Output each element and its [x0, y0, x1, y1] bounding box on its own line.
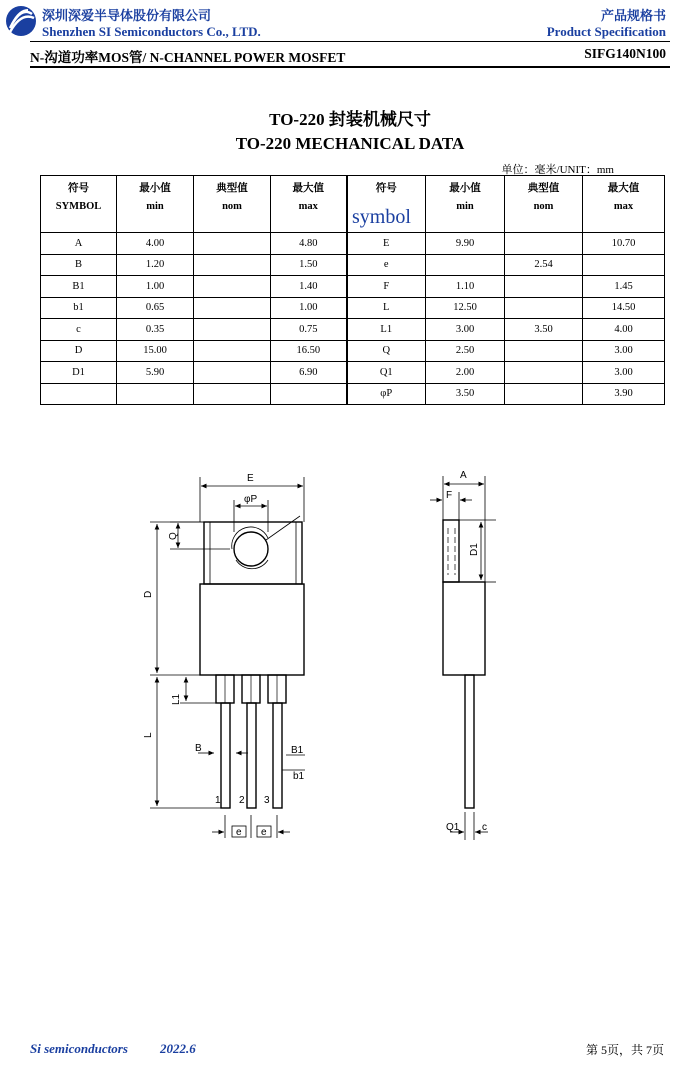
header-en: nom — [222, 201, 242, 212]
company-name-en: Shenzhen SI Semiconductors Co., LTD. — [42, 24, 261, 39]
dim-label-L1: L1 — [171, 693, 182, 705]
table-cell: L — [347, 297, 426, 319]
table-cell: 3.50 — [505, 319, 583, 341]
table-cell: 2.50 — [426, 340, 505, 362]
dim-label-L: L — [143, 732, 154, 738]
dim-label-Q: Q — [168, 532, 179, 540]
table-cell: 1.20 — [117, 254, 194, 276]
dim-label-b1: b1 — [293, 771, 305, 782]
header-cn: 最小值 — [139, 183, 171, 194]
pin-label-1: 1 — [215, 795, 221, 806]
header-cn: 最大值 — [292, 183, 324, 194]
dim-label-c: c — [482, 822, 487, 833]
symbol-overlay-text: symbol — [352, 206, 411, 228]
footer-date: 2022.6 — [160, 1041, 196, 1056]
table-cell: 0.35 — [117, 319, 194, 341]
header-en: nom — [533, 201, 554, 212]
spec-title-en: Product Specification — [546, 24, 666, 39]
table-cell: 2.00 — [426, 362, 505, 384]
table-cell: 9.90 — [426, 233, 505, 255]
dim-label-e1: e — [236, 827, 242, 838]
header-en: max — [298, 201, 318, 212]
dim-label-B1: B1 — [291, 745, 304, 756]
unit-label: 单位：毫米/UNIT：mm — [501, 164, 614, 176]
header-cn: 符号 — [68, 183, 89, 194]
page-title-cn: TO-220 封装机械尺寸 — [269, 110, 431, 129]
page-title-en: TO-220 MECHANICAL DATA — [235, 134, 465, 153]
pin-label-2: 2 — [239, 795, 245, 806]
table-cell: Q1 — [347, 362, 426, 384]
table-cell: b1 — [41, 297, 117, 319]
table-cell: 2.54 — [505, 254, 583, 276]
table-cell: L1 — [347, 319, 426, 341]
table-cell: 1.00 — [271, 297, 347, 319]
table-cell: 16.50 — [271, 340, 347, 362]
header-cn: 最大值 — [607, 183, 640, 194]
table-cell: 4.00 — [583, 319, 665, 341]
table-cell: 3.00 — [426, 319, 505, 341]
table-cell: 14.50 — [583, 297, 665, 319]
dim-label-D1: D1 — [469, 543, 480, 556]
dim-label-D: D — [143, 590, 154, 598]
header-en: min — [146, 201, 164, 212]
table-cell: c — [41, 319, 117, 341]
table-cell: B1 — [41, 276, 117, 298]
table-cell: e — [347, 254, 426, 276]
table-cell: B — [41, 254, 117, 276]
table-cell: 5.90 — [117, 362, 194, 384]
footer-page-number: 第 5页，共 7页 — [585, 1043, 664, 1057]
dim-label-A: A — [460, 470, 467, 481]
dim-label-E: E — [247, 473, 254, 484]
table-cell: 4.80 — [271, 233, 347, 255]
table-cell: F — [347, 276, 426, 298]
table-cell: 3.90 — [583, 383, 665, 405]
table-cell: φP — [347, 383, 426, 405]
footer-company: Si semiconductors — [30, 1041, 128, 1056]
table-cell: 0.65 — [117, 297, 194, 319]
table-cell: 4.00 — [117, 233, 194, 255]
table-cell: 3.00 — [583, 340, 665, 362]
table-cell: D — [41, 340, 117, 362]
header-cn: 符号 — [375, 183, 397, 194]
table-cell: A — [41, 233, 117, 255]
table-cell: 3.50 — [426, 383, 505, 405]
header-cn: 典型值 — [527, 183, 560, 194]
dim-label-e2: e — [261, 827, 267, 838]
table-cell: 1.40 — [271, 276, 347, 298]
table-cell: 12.50 — [426, 297, 505, 319]
company-name-cn: 深圳深爱半导体股份有限公司 — [42, 9, 212, 24]
table-cell: E — [347, 233, 426, 255]
dim-label-F: F — [446, 490, 453, 501]
part-number: SIFG140N100 — [584, 46, 666, 61]
table-cell: 3.00 — [583, 362, 665, 384]
table-cell: 1.45 — [583, 276, 665, 298]
table-cell: 1.50 — [271, 254, 347, 276]
table-cell: Q — [347, 340, 426, 362]
header-en: min — [456, 201, 474, 212]
table-cell: 1.10 — [426, 276, 505, 298]
dim-label-B: B — [195, 743, 202, 754]
table-cell: 0.75 — [271, 319, 347, 341]
header-cn: 典型值 — [216, 183, 248, 194]
table-cell: 15.00 — [117, 340, 194, 362]
header-en: max — [613, 201, 634, 212]
spec-title-cn: 产品规格书 — [600, 9, 666, 24]
header-en: SYMBOL — [55, 201, 102, 212]
table-cell: 1.00 — [117, 276, 194, 298]
table-cell: 10.70 — [583, 233, 665, 255]
dim-label-phiP: φP — [244, 494, 258, 505]
table-cell: 6.90 — [271, 362, 347, 384]
pin-label-3: 3 — [264, 795, 270, 806]
header-cn: 最小值 — [449, 183, 481, 194]
table-cell: D1 — [41, 362, 117, 384]
dim-label-Q1: Q1 — [446, 822, 460, 833]
product-type: N-沟道功率MOS管/ N-CHANNEL POWER MOSFET — [30, 50, 346, 65]
